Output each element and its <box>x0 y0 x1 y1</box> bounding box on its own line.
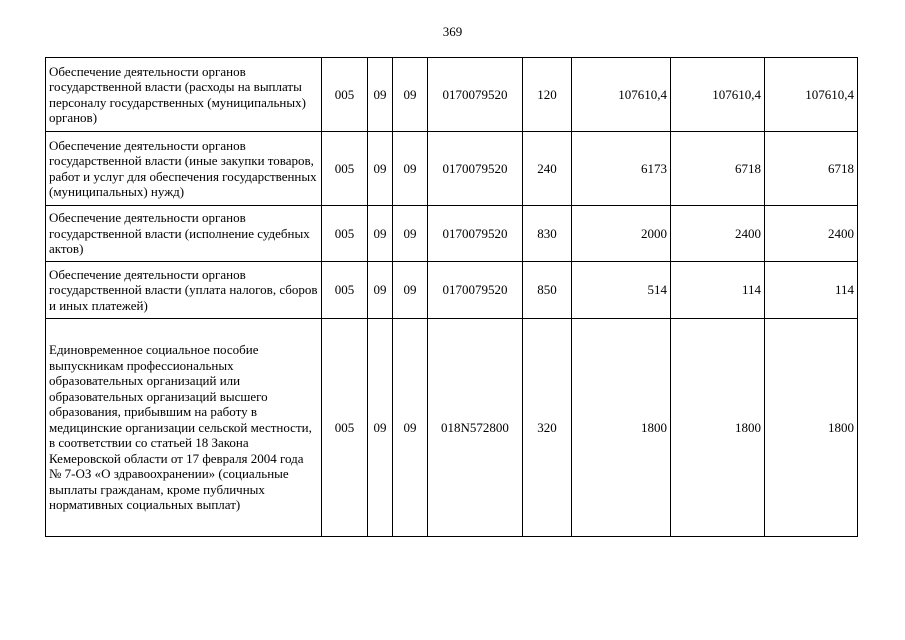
target-article-code: 0170079520 <box>428 132 523 206</box>
row-description: Обеспечение деятельности органов государственной власти (уплата налогов, сборов и иных платежей) <box>46 262 322 319</box>
section-code: 09 <box>368 262 393 319</box>
subsection-code: 09 <box>393 319 428 537</box>
department-code: 005 <box>322 262 368 319</box>
table-row <box>46 58 858 132</box>
table-row <box>46 132 858 206</box>
expense-type-code: 120 <box>523 58 572 132</box>
expense-type-code: 830 <box>523 206 572 262</box>
row-description: Единовременное социальное пособие выпускникам профессиональных образовательных организаций или образовательных организаций высшего образования, прибывшим на работу в медицинские организации сельской местности, в соответствии со статьей 18 Закона Кемеровской области от 17 февраля 2004 года № 7-ОЗ «О здравоохранении» (социальные выплаты гражданам, кроме публичных нормативных социальных выплат) <box>46 319 322 537</box>
page-number: 369 <box>442 24 463 39</box>
amount-year-2: 6718 <box>671 132 765 206</box>
section-code: 09 <box>368 319 393 537</box>
amount-year-3: 1800 <box>765 319 858 537</box>
target-article-code: 0170079520 <box>428 206 523 262</box>
amount-year-2: 2400 <box>671 206 765 262</box>
amount-year-3: 2400 <box>765 206 858 262</box>
target-article-code: 0170079520 <box>428 58 523 132</box>
department-code: 005 <box>322 58 368 132</box>
amount-year-2: 114 <box>671 262 765 319</box>
table-row <box>46 262 858 319</box>
section-code: 09 <box>368 206 393 262</box>
table-row <box>46 319 858 537</box>
subsection-code: 09 <box>393 206 428 262</box>
section-code: 09 <box>368 132 393 206</box>
target-article-code: 0170079520 <box>428 262 523 319</box>
subsection-code: 09 <box>393 262 428 319</box>
department-code: 005 <box>322 206 368 262</box>
amount-year-3: 114 <box>765 262 858 319</box>
expense-type-code: 850 <box>523 262 572 319</box>
department-code: 005 <box>322 132 368 206</box>
amount-year-3: 107610,4 <box>765 58 858 132</box>
expense-type-code: 240 <box>523 132 572 206</box>
amount-year-1: 1800 <box>572 319 671 537</box>
subsection-code: 09 <box>393 58 428 132</box>
target-article-code: 018N572800 <box>428 319 523 537</box>
row-description: Обеспечение деятельности органов государственной власти (расходы на выплаты персоналу государственных (муниципальных) органов) <box>46 58 322 132</box>
table-row <box>46 206 858 262</box>
department-code: 005 <box>322 319 368 537</box>
row-description: Обеспечение деятельности органов государственной власти (иные закупки товаров, работ и услуг для обеспечения государственных (муниципальных) нужд) <box>46 132 322 206</box>
amount-year-1: 2000 <box>572 206 671 262</box>
subsection-code: 09 <box>393 132 428 206</box>
amount-year-2: 1800 <box>671 319 765 537</box>
amount-year-2: 107610,4 <box>671 58 765 132</box>
amount-year-1: 514 <box>572 262 671 319</box>
amount-year-1: 107610,4 <box>572 58 671 132</box>
row-description: Обеспечение деятельности органов государственной власти (исполнение судебных актов) <box>46 206 322 262</box>
budget-table <box>45 57 858 537</box>
expense-type-code: 320 <box>523 319 572 537</box>
amount-year-1: 6173 <box>572 132 671 206</box>
section-code: 09 <box>368 58 393 132</box>
amount-year-3: 6718 <box>765 132 858 206</box>
